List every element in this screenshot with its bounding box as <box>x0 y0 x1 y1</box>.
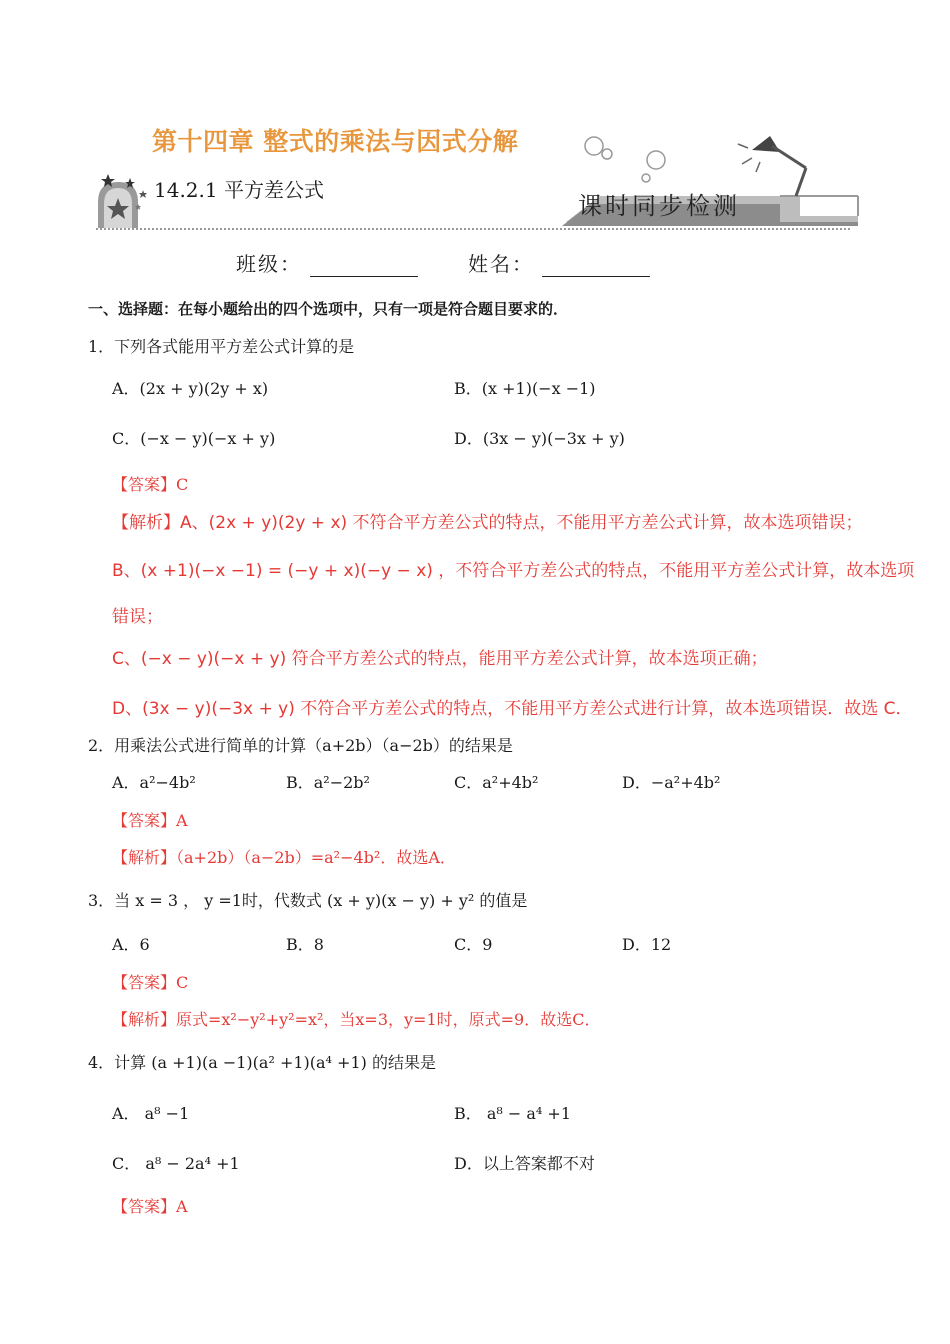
q4-option-b: B． a⁸ − a⁴ +1 <box>454 1104 572 1123</box>
q1-option-a: A．(2x + y)(2y + x) <box>112 379 269 398</box>
student-info-row <box>236 248 650 277</box>
q3-option-b: B．8 <box>286 935 324 954</box>
q2-answer: 【答案】A <box>112 811 188 830</box>
q2-option-b: B．a²−2b² <box>286 773 370 792</box>
q2-stem: 2．用乘法公式进行简单的计算（a+2b）（a−2b）的结果是 <box>88 736 513 755</box>
q1-answer: 【答案】C <box>112 475 189 494</box>
name-label: 姓名： <box>468 252 534 276</box>
q1-explanation-b-cont: 错误； <box>112 607 163 627</box>
section-title: 14.2.1 平方差公式 <box>154 178 324 202</box>
q3-explanation: 【解析】原式=x²−y²+y²=x²，当x=3，y=1时，原式=9．故选C． <box>112 1010 601 1029</box>
class-blank[interactable] <box>310 256 418 277</box>
q1-explanation-d: D、(3x − y)(−3x + y) 不符合平方差公式的特点，不能用平方差公式进行计算，故本选项错误．故选 C． <box>112 699 913 719</box>
name-blank[interactable] <box>542 256 650 277</box>
q2-option-a: A．a²−4b² <box>112 773 196 792</box>
header-decoration <box>0 0 950 240</box>
sync-title: 课时同步检测 <box>578 192 740 220</box>
q4-option-d: D．以上答案都不对 <box>454 1154 595 1173</box>
q1-explanation-b: B、(x +1)(−x −1) = (−y + x)(−y − x) ，不符合平方差公式的特点，不能用平方差公式计算，故本选项 <box>112 561 915 581</box>
q4-answer: 【答案】A <box>112 1197 188 1216</box>
desk-lamp-icon <box>738 136 806 196</box>
q3-option-c: C．9 <box>454 935 493 954</box>
q1-option-d: D．(3x − y)(−3x + y) <box>454 429 625 448</box>
q2-option-c: C．a²+4b² <box>454 773 539 792</box>
q3-stem: 3．当 x = 3 ， y =1时，代数式 (x + y)(x − y) + y² 的值是 <box>88 891 528 910</box>
q1-option-b: B．(x +1)(−x −1) <box>454 379 596 398</box>
q1-stem: 1．下列各式能用平方差公式计算的是 <box>88 337 355 356</box>
q1-explanation-c: C、(−x − y)(−x + y) 符合平方差公式的特点，能用平方差公式计算，故本选项正确； <box>112 649 768 669</box>
q3-answer: 【答案】C <box>112 973 189 992</box>
q4-stem: 4．计算 (a +1)(a −1)(a² +1)(a⁴ +1) 的结果是 <box>88 1053 436 1072</box>
q1-option-c: C．(−x − y)(−x + y) <box>112 429 276 448</box>
q3-option-a: A．6 <box>112 935 150 954</box>
q4-option-c: C． a⁸ − 2a⁴ +1 <box>112 1154 240 1173</box>
star-badge-icon <box>98 174 147 228</box>
q2-option-d: D．−a²+4b² <box>622 773 721 792</box>
q2-explanation: 【解析】（a+2b）（a−2b）=a²−4b²．故选A． <box>112 848 456 867</box>
section-heading: 一、选择题：在每小题给出的四个选项中，只有一项是符合题目要求的． <box>88 300 569 318</box>
class-label: 班级： <box>236 252 302 276</box>
chapter-title: 第十四章 整式的乘法与因式分解 <box>152 127 519 156</box>
q3-option-d: D．12 <box>622 935 672 954</box>
q1-explanation-a: 【解析】A、(2x + y)(2y + x) 不符合平方差公式的特点，不能用平方差公式计算，故本选项错误； <box>112 513 863 533</box>
q4-option-a: A． a⁸ −1 <box>112 1104 190 1123</box>
